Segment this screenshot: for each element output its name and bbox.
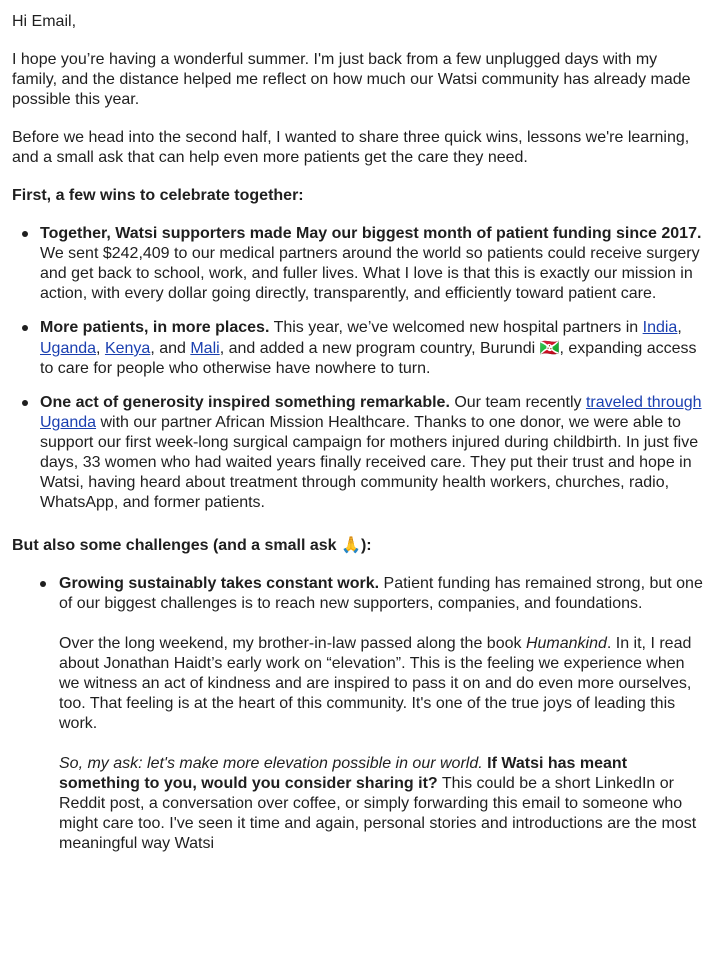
separator: , and (150, 340, 191, 357)
link-traveled-through-uganda[interactable]: traveled through Uganda (40, 394, 702, 431)
win-2-bold: More patients, in more places. (40, 319, 270, 336)
wins-heading: First, a few wins to celebrate together: (12, 187, 304, 204)
list-item (12, 393, 706, 513)
ask-bold: If Watsi has meant something to you, would you consider sharing it? (59, 755, 628, 792)
intro-paragraph-2: Before we head into the second half, I wanted to share three quick wins, lessons we're learning, and a small ask that can help even more patients get the care they need. (12, 129, 690, 166)
win-3-text-2: with our partner African Mission Healthcare. Thanks to one donor, we were able to support our first week-long surgical campaign for mothers injured during childbirth. In just five days, 33 women who had waited years finally received care. They put their trust and hope in Watsi, having heard about treatment through community health workers, churches, radio, WhatsApp, and former patients. (40, 414, 699, 511)
link-india[interactable]: India (642, 319, 678, 336)
win-3-bold: One act of generosity inspired something remarkable. (40, 394, 450, 411)
challenges-heading-end: ): (360, 537, 372, 554)
ask-italic: So, my ask: let's make more elevation possible in our world. (59, 755, 483, 772)
challenge-paragraph-1 (59, 574, 706, 614)
list-item (12, 574, 706, 854)
challenge-paragraph-3 (59, 754, 706, 854)
list-item (12, 224, 706, 304)
win-1-text: We sent $242,409 to our medical partners around the world so patients could receive surgery and get back to school, work, and fuller lives. What I love is that this is exactly our mission in action, with every dollar going directly, transparently, and efficiently toward patient care. (40, 245, 700, 302)
link-uganda[interactable]: Uganda (40, 340, 97, 357)
challenge-text: Patient funding has remained strong, but one of our biggest challenges is to reach new supporters, companies, and foundations. (59, 575, 703, 612)
burundi-flag-icon: 🇧🇮 (539, 338, 560, 357)
win-2-text: This year, we’ve welcomed new hospital partners in (269, 319, 643, 336)
challenge-paragraph-2 (59, 634, 706, 734)
challenge-p2-a: Over the long weekend, my brother-in-law passed along the book (59, 635, 526, 652)
wins-list (12, 224, 706, 513)
challenges-heading (12, 535, 706, 556)
link-kenya[interactable]: Kenya (104, 340, 151, 357)
book-title: Humankind (525, 635, 607, 652)
win-1-bold: Together, Watsi supporters made May our biggest month of patient funding since 2017. (40, 225, 702, 242)
link-mali[interactable]: Mali (190, 340, 220, 357)
challenge-p2-b: . In it, I read about Jonathan Haidt’s early work on “elevation”. This is the feeling we experience when we witness an act of kindness and are inspired to pass it on and do even more ourselves, too. That feeling is at the heart of this community. It's one of the true joys of leading this work. (59, 635, 692, 732)
challenge-bold: Growing sustainably takes constant work. (59, 575, 380, 592)
separator: , (677, 319, 682, 336)
win-2-text-2: , and added a new program country, Burundi (219, 340, 540, 357)
win-3-text: Our team recently (449, 394, 586, 411)
win-2-text-3: , expanding access to care for people who otherwise have nowhere to turn. (40, 340, 697, 377)
challenges-heading-text: But also some challenges (and a small ask (12, 537, 342, 554)
challenges-list (12, 574, 706, 854)
list-item (12, 318, 706, 379)
greeting: Hi Email, (12, 13, 77, 30)
ask-text: This could be a short LinkedIn or Reddit post, a conversation over coffee, or simply forwarding this email to someone who might care too. I've seen it time and again, personal stories and introductions are the most meaningful way Watsi (59, 775, 697, 852)
intro-paragraph: I hope you’re having a wonderful summer. I'm just back from a few unplugged days with my family, and the distance helped me reflect on how much our Watsi community has already made possible this year. (12, 51, 691, 108)
praying-hands-icon: 🙏 (341, 535, 361, 554)
separator: , (96, 340, 105, 357)
